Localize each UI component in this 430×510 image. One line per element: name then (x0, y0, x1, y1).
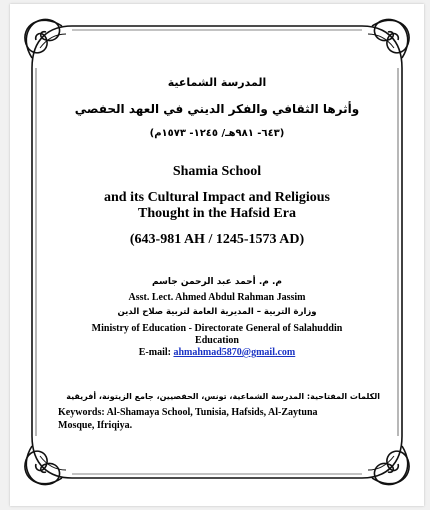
title-english: Shamia School (172, 164, 262, 179)
keywords-english-line1: Keywords: Al-Shamaya School, Tunisia, Hafsids, Al-Zaytuna (58, 407, 318, 418)
author-arabic: م. م. أحمد عبد الرحمن جاسم (152, 277, 282, 287)
keywords-english-line2: Mosque, Ifriqiya. (58, 420, 133, 431)
subtitle-english-line1: and its Cultural Impact and Religious (104, 190, 330, 205)
dates-english: (643-981 AH / 1245-1573 AD) (129, 232, 305, 247)
affiliation-english-line2: Education (195, 335, 239, 346)
dates-arabic: (٦٤٣- ٩٨١هـ/ ١٢٤٥- ١٥٧٣م) (149, 128, 285, 139)
keywords-arabic: الكلمات المفتاحية: المدرسة الشماعية، تونس، الحفصيين، جامع الزيتونة، أفريقية (66, 392, 380, 401)
author-english: Asst. Lect. Ahmed Abdul Rahman Jassim (128, 292, 306, 303)
subtitle-english-line2: Thought in the Hafsid Era (138, 206, 296, 221)
document-page (10, 4, 424, 506)
email-line (10, 347, 424, 358)
email-link[interactable]: ahmahmad5870@gmail.com (173, 347, 296, 358)
subtitle-arabic: وأثرها الثقافي والفكر الديني في العهد الحفصي (74, 102, 360, 116)
title-arabic: المدرسة الشماعية (167, 76, 267, 89)
affiliation-english-line1: Ministry of Education - Directorate General of Salahuddin (91, 323, 343, 334)
affiliation-arabic: وزارة التربية – المديرية العامة لتربية صلاح الدين (117, 307, 317, 317)
email-label: E-mail: (138, 347, 171, 358)
